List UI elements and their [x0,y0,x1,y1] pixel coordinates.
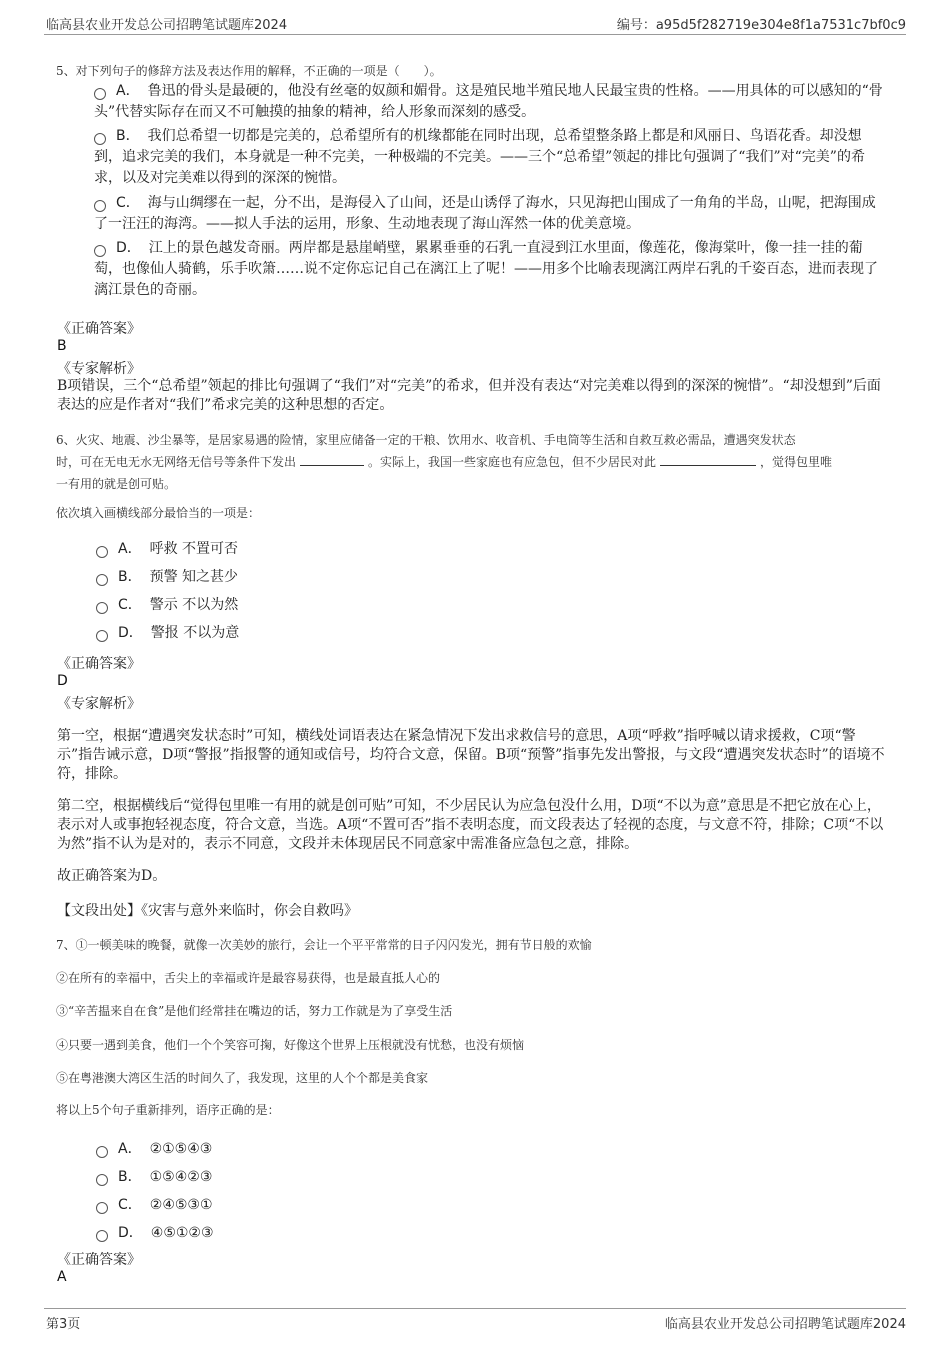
option-letter: D． [118,625,143,641]
radio-icon[interactable] [94,133,106,145]
option-text: 鲁迅的骨头是最硬的，他没有丝毫的奴颜和媚骨。这是殖民地半殖民地人民最宝贵的性格。——用具体的可以感知的“骨头”代替实际存在而又不可触摸的抽象的精神，给人形象而深刻的感受。 [94,83,883,120]
q5-option-d[interactable] [94,238,886,301]
q7-intro: 将以上5个句子重新排列，语序正确的是： [56,1103,280,1117]
q7-sentence-2: ②在所有的幸福中，舌尖上的幸福或许是最容易获得，也是最直抵人心的 [56,971,441,985]
option-letter: A． [118,1141,142,1157]
option-text: 海与山绸缪在一起，分不出，是海侵入了山间，还是山诱俘了海水，只见海把山围成了一角角的半岛，山呢，把海围成了一汪汪的海湾。——拟人手法的运用，形象、生动地表现了海山浑然一体的优美意境。 [94,195,876,232]
q5-option-a[interactable] [94,81,886,123]
q5-option-c[interactable] [94,193,886,235]
q5-analysis: B项错误，三个“总希望”领起的排比句强调了“我们”对“完美”的希求，但并没有表达“对完美难以得到的深深的惋惜”。“却没想到”后面表达的应是作者对“我们”希求完美的这种思想的否定。 [57,378,881,413]
option-letter: B． [118,569,142,585]
q7-sentence-4: ④只要一遇到美食，他们一个个笑容可掬，好像这个世界上压根就没有忧愁，也没有烦恼 [56,1038,525,1052]
q6-stem-part5: 一有用的就是创可贴。 [56,477,177,491]
q6-analysis-p1: 第一空，根据“遭遇突发状态时”可知，横线处词语表达在紧急情况下发出求救信号的意思，A项“呼救”指呼喊以请求援救，C项“警示”指告诫示意，D项“警报”指报警的通知或信号，均符合文意，保留。B项“预警”指事先发出警报，与文段“遭遇突发状态时”的语境不符，排除。 [57,728,885,782]
q6-stem-part3: 。实际上，我国一些家庭也有应急包，但不少居民对此 [368,455,657,469]
q6-option-b[interactable] [96,567,238,587]
header-title: 临高县农业开发总公司招聘笔试题库2024 [46,18,288,33]
option-letter: B． [118,1169,142,1185]
q6-answer-label: 《正确答案》 [57,656,141,672]
radio-icon[interactable] [96,1202,108,1214]
q7-answer: A [57,1269,67,1285]
q5-answer: B [57,338,67,354]
q6-source: 【文段出处】《灾害与意外来临时，你会自救吗》 [57,903,358,919]
q6-analysis-p2: 第二空，根据横线后“觉得包里唯一有用的就是创可贴”可知，不少居民认为应急包没什么用，D项“不以为意”意思是不把它放在心上，表示对人或事抱轻视态度，符合文意，当选。A项“不置可否”指不表明态度，而文段表达了轻视的态度，与文意不符，排除；C项“不以为然”指不认为是对的，表示不同意，文段并未体现居民不同意家中需准备应急包之意，排除。 [57,798,884,852]
q7-option-a[interactable] [96,1139,212,1159]
option-text: ②④⑤③① [149,1197,213,1213]
q6-analysis-p3: 故正确答案为D。 [57,868,167,884]
option-text: 我们总希望一切都是完美的，总希望所有的机缘都能在同时出现，总希望整条路上都是和风丽日、鸟语花香。却没想到，追求完美的我们，本身就是一种不完美，一种极端的不完美。——三个“总希望”领起的排比句强调了“我们”对“完美”的希求，以及对完美难以得到的深深的惋惜。 [94,128,865,186]
blank-2 [660,453,756,466]
header-code: 编号：a95d5f282719e304e8f1a7531c7bf0c9 [616,18,906,33]
q6-option-c[interactable] [96,595,238,615]
q5-stem: 5、对下列句子的修辞方法及表达作用的解释，不正确的一项是（ ）。 [56,64,442,78]
radio-icon[interactable] [96,1146,108,1158]
option-letter: C． [118,597,142,613]
option-text: 预警 知之甚少 [149,569,239,585]
q5-analysis-label: 《专家解析》 [57,361,141,377]
blank-1 [300,453,364,466]
footer-title: 临高县农业开发总公司招聘笔试题库2024 [664,1317,906,1332]
option-text: ④⑤①②③ [150,1225,214,1241]
q6-stem [56,429,896,495]
option-text: 呼救 不置可否 [149,541,239,557]
footer-divider [44,1308,906,1309]
radio-icon[interactable] [96,602,108,614]
option-letter: C． [116,195,140,211]
radio-icon[interactable] [94,88,106,100]
radio-icon[interactable] [94,200,106,212]
radio-icon[interactable] [96,1230,108,1242]
option-letter: D． [116,240,141,256]
option-text: 江上的景色越发奇丽。两岸都是悬崖峭壁，累累垂垂的石乳一直浸到江水里面，像莲花，像海棠叶，像一挂一挂的葡萄，也像仙人骑鹤，乐手吹箫……说不定你忘记自己在漓江上了呢！——用多个比喻表现漓江两岸石乳的千姿百态，进而表现了漓江景色的奇丽。 [94,240,878,298]
q7-answer-label: 《正确答案》 [57,1252,141,1268]
q6-stem-part4: ，觉得包里唯 [760,455,833,469]
option-text: ②①⑤④③ [149,1141,213,1157]
option-text: ①⑤④②③ [149,1169,213,1185]
q6-option-d[interactable] [96,623,239,643]
q7-option-c[interactable] [96,1195,213,1215]
header-divider [44,34,906,35]
option-letter: B． [116,128,140,144]
q7-sentence-3: ③“辛苦揾来自在食”是他们经常挂在嘴边的话，努力工作就是为了享受生活 [56,1004,453,1018]
radio-icon[interactable] [94,245,106,257]
q7-option-b[interactable] [96,1167,212,1187]
q6-intro: 依次填入画横线部分最恰当的一项是： [56,506,261,520]
footer-page: 第3页 [46,1317,81,1332]
q7-stem: 7、①一顿美味的晚餐，就像一次美妙的旅行，会让一个平平常常的日子闪闪发光，拥有节日般的欢愉 [56,938,592,952]
option-text: 警报 不以为意 [150,625,240,641]
option-text: 警示 不以为然 [149,597,239,613]
q6-stem-part2: 时，可在无电无水无网络无信号等条件下发出 [56,455,297,469]
q6-answer: D [57,673,68,689]
q7-sentence-5: ⑤在粤港澳大湾区生活的时间久了，我发现，这里的人个个都是美食家 [56,1071,429,1085]
q5-answer-label: 《正确答案》 [57,321,141,337]
q5-option-b[interactable] [94,126,886,189]
radio-icon[interactable] [96,574,108,586]
option-letter: D． [118,1225,143,1241]
q6-option-a[interactable] [96,539,238,559]
radio-icon[interactable] [96,630,108,642]
q6-stem-part1: 6、火灾、地震、沙尘暴等，是居家易遇的险情，家里应储备一定的干粮、饮用水、收音机、手电筒等生活和自救互救必需品，遭遇突发状态 [56,433,796,447]
radio-icon[interactable] [96,1174,108,1186]
option-letter: A． [116,83,140,99]
q7-option-d[interactable] [96,1223,214,1243]
q6-analysis-label: 《专家解析》 [57,696,141,712]
option-letter: A． [118,541,142,557]
radio-icon[interactable] [96,546,108,558]
option-letter: C． [118,1197,142,1213]
